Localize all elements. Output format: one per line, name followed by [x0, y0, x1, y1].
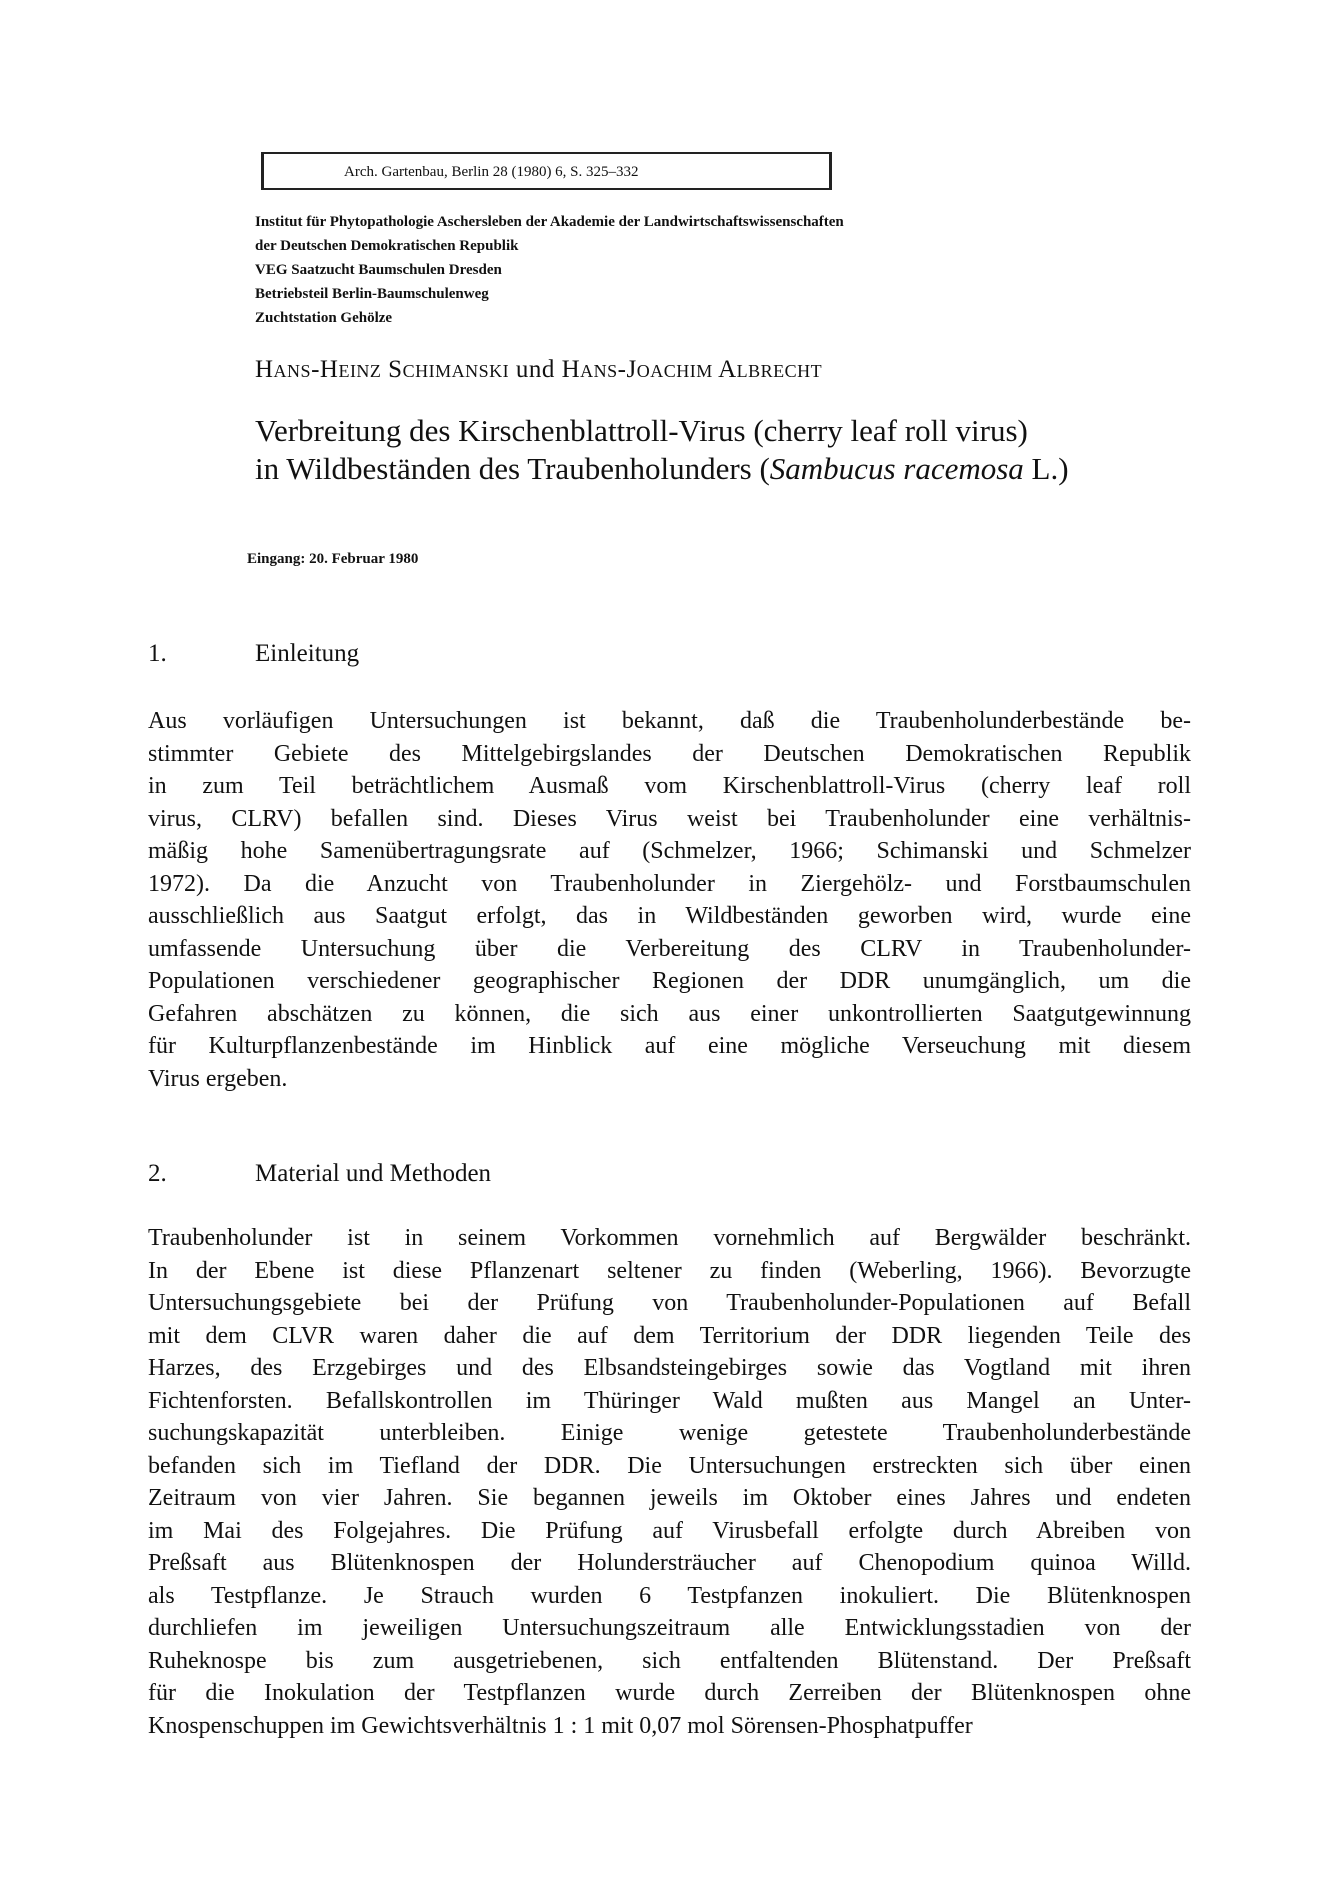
paragraph-line: Populationen verschiedener geographischer Regionen der DDR unumgänglich, um die: [148, 968, 1191, 994]
institute-line: Zuchtstation Gehölze: [255, 310, 393, 326]
paragraph-line: durchliefen im jeweiligen Untersuchungszeitraum alle Entwicklungsstadien von der: [148, 1615, 1191, 1641]
paragraph-line: Gefahren abschätzen zu können, die sich aus einer unkontrollierten Saatgutgewinnung: [148, 1000, 1191, 1027]
title-text: in Wildbeständen des Traubenholunders (: [255, 451, 770, 486]
paragraph-line: Preßsaft aus Blütenknospen der Holundersträucher auf Chenopodium quinoa Willd.: [148, 1550, 1191, 1576]
journal-citation: Arch. Gartenbau, Berlin 28 (1980) 6, S. 325–332: [261, 152, 832, 190]
paragraph-line: Untersuchungsgebiete bei der Prüfung von Traubenholunder-Populationen auf Befall: [148, 1290, 1191, 1316]
paragraph-line: Aus vorläufigen Untersuchungen ist bekannt, daß die Traubenholunderbestände be-: [148, 708, 1191, 734]
institute-line: Betriebsteil Berlin-Baumschulenweg: [255, 286, 489, 302]
author-name: Hans-Heinz Schimanski: [255, 356, 510, 383]
paragraph-line: Zeitraum von vier Jahren. Sie begannen jeweils im Oktober eines Jahres und endeten: [148, 1485, 1191, 1511]
paragraph-line: Ruheknospe bis zum ausgetriebenen, sich entfaltenden Blütenstand. Der Preßsaft: [148, 1647, 1191, 1674]
received-date: [247, 551, 418, 568]
paragraph-line: Fichtenforsten. Befallskontrollen im Thüringer Wald mußten aus Mangel an Unter-: [148, 1387, 1191, 1414]
author-list: [255, 356, 822, 384]
paper-title: [255, 412, 1255, 488]
paragraph-line: in zum Teil beträchtlichem Ausmaß vom Kirschenblattroll-Virus (cherry leaf roll: [148, 773, 1191, 799]
institute-line: VEG Saatzucht Baumschulen Dresden: [255, 262, 502, 278]
institute-line: Institut für Phytopathologie Aschersleben der Akademie der Landwirtschaftswissenschaften: [255, 214, 844, 230]
paragraph-line: In der Ebene ist diese Pflanzenart seltener zu finden (Weberling, 1966). Bevorzugte: [148, 1257, 1191, 1284]
paragraph-line: befanden sich im Tiefland der DDR. Die Untersuchungen erstreckten sich über einen: [148, 1452, 1191, 1479]
paragraph-line: ausschließlich aus Saatgut erfolgt, das in Wildbeständen geworben wird, wurde eine: [148, 903, 1191, 929]
section-number: 2.: [148, 1160, 167, 1187]
paragraph-line: im Mai des Folgejahres. Die Prüfung auf Virusbefall erfolgte durch Abreiben von: [148, 1517, 1191, 1544]
section-heading-introduction: [148, 640, 359, 668]
paragraph-line: für die Inokulation der Testpflanzen wurde durch Zerreiben der Blütenknospen ohne: [148, 1680, 1191, 1706]
title-line: Verbreitung des Kirschenblattroll-Virus (cherry leaf roll virus): [255, 413, 1028, 448]
methods-paragraph: [148, 1222, 1191, 1742]
paragraph-line: umfassende Untersuchung über die Verbereitung des CLRV in Traubenholunder-: [148, 935, 1191, 962]
institute-affiliation: [255, 210, 1155, 330]
paragraph-line: mäßig hohe Samenübertragungsrate auf (Schmelzer, 1966; Schimanski und Schmelzer: [148, 838, 1191, 864]
paragraph-line: für Kulturpflanzenbestände im Hinblick auf eine mögliche Verseuchung mit diesem: [148, 1033, 1191, 1059]
paragraph-line: Knospenschuppen im Gewichtsverhältnis 1 : 1 mit 0,07 mol Sörensen-Phosphatpuffer: [148, 1712, 973, 1739]
paragraph-line: Harzes, des Erzgebirges und des Elbsandsteingebirges sowie das Vogtland mit ihren: [148, 1355, 1191, 1381]
author-conjunction: und: [515, 356, 555, 383]
author-name: Hans-Joachim Albrecht: [561, 356, 823, 383]
section-title: Material und Methoden: [255, 1160, 492, 1187]
paragraph-line: Virus ergeben.: [148, 1065, 288, 1092]
paragraph-line: als Testpflanze. Je Strauch wurden 6 Testpfanzen inokuliert. Die Blütenknospen: [148, 1582, 1191, 1609]
title-line: [255, 450, 1255, 488]
section-heading-methods: [148, 1160, 491, 1188]
received-label: Eingang: [247, 551, 301, 567]
section-title: Einleitung: [255, 640, 360, 667]
species-name: Sambucus racemosa: [769, 451, 1024, 486]
paragraph-line: suchungskapazität unterbleiben. Einige wenige getestete Traubenholunderbestände: [148, 1420, 1191, 1446]
received-value: : 20. Februar 1980: [300, 551, 419, 567]
paragraph-line: Traubenholunder ist in seinem Vorkommen vornehmlich auf Bergwälder beschränkt.: [148, 1225, 1191, 1251]
section-number: 1.: [148, 640, 167, 667]
introduction-paragraph: [148, 705, 1191, 1095]
title-text: L.): [1023, 451, 1069, 486]
paragraph-line: mit dem CLVR waren daher die auf dem Territorium der DDR liegenden Teile des: [148, 1322, 1191, 1349]
institute-line: der Deutschen Demokratischen Republik: [255, 238, 519, 254]
paragraph-line: virus, CLRV) befallen sind. Dieses Virus weist bei Traubenholunder eine verhältnis-: [148, 805, 1191, 832]
paragraph-line: stimmter Gebiete des Mittelgebirgslandes der Deutschen Demokratischen Republik: [148, 740, 1191, 767]
paragraph-line: 1972). Da die Anzucht von Traubenholunder in Ziergehölz- und Forstbaumschulen: [148, 870, 1191, 897]
